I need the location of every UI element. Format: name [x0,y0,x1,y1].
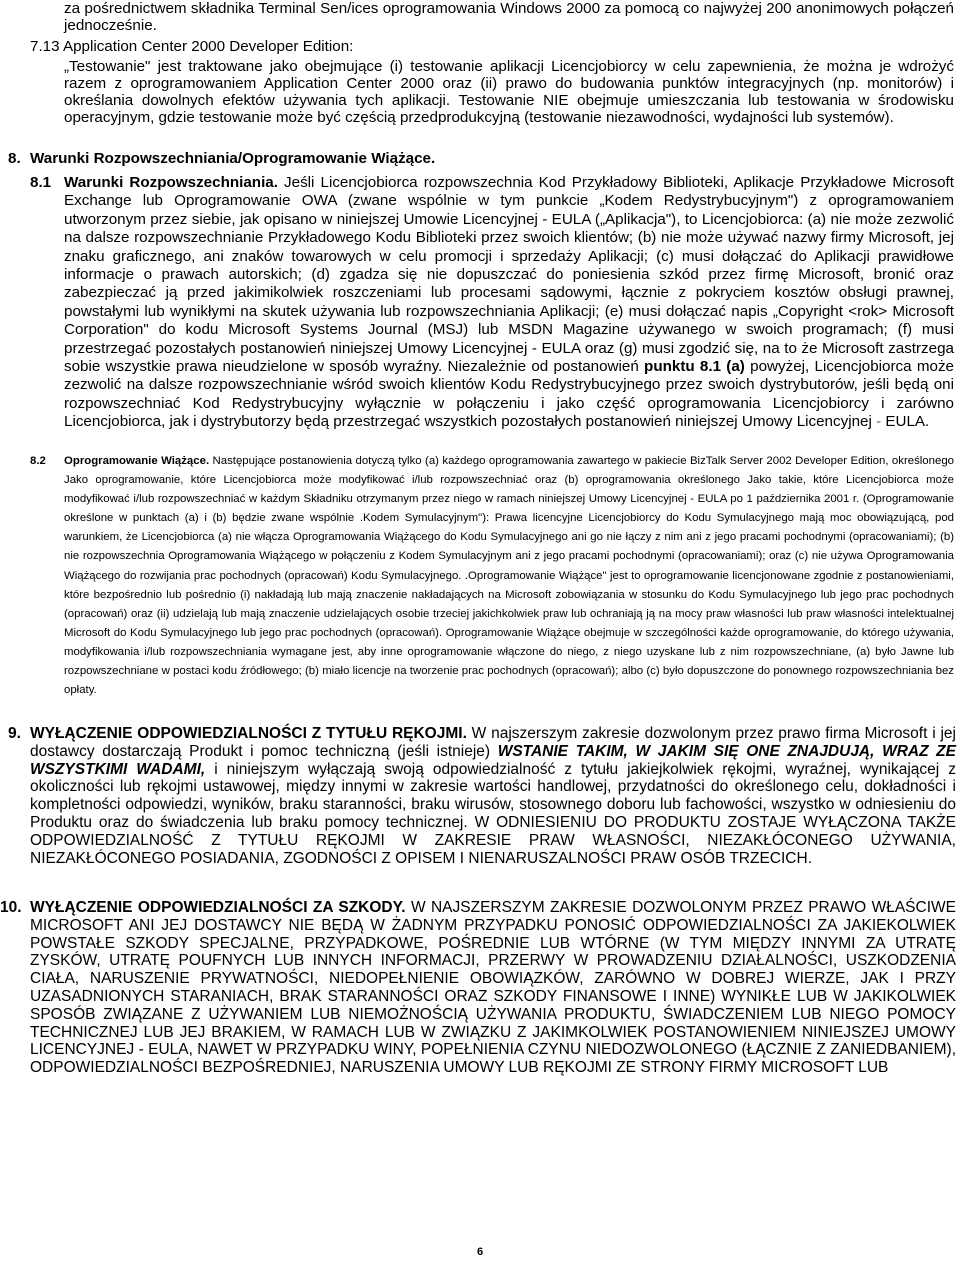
section-10-number: 10. [0,899,22,916]
section-8-heading: Warunki Rozpowszechniania/Oprogramowanie Wiążące. [30,150,436,167]
section-8-2-body: Oprogramowanie Wiążące. Następujące postanowienia dotyczą tylko (a) każdego oprogramowania zawartego w pakiecie BizTalk Server 2002 Developer Edition, określonego Jako oprogramowanie, które Licencjobiorca może modyfikować i/lub rozpowszechniać oraz (b) oprogramowania określonego Jako takie, które Licencjobiorca może modyfikować i/lub rozpowszechniać w każdym Składniku otrzymanym przez niego w ramach niniejszej Umowy Licencyjnej - EULA po 1 października 2001 r. (Oprogramowanie określone w punktach (a) i (b) będzie zwane wspólnie .Kodem Symulacyjnym"): Prawa licencyjne Licencjobiorcy do Kodu Symulacyjnego mają moc obowiązującą, pod warunkiem, że Licencjobiorca (a) nie włącza Oprogramowania Wiążącego do Kodu Symulacyjnego ani go nie łączy z nim ani z jego pracami pochodnymi (opracowaniami); (b) nie rozpowszechnia Oprogramowania Wiążącego w połączeniu z Kodem Symulacyjnym ani z jego pracami pochodnymi (opracowaniami); oraz (c) nie używa Oprogramowania Wiążącego do rozwijania prac pochodnych (opracowań) Kodu Symulacyjnego. .Oprogramowanie Wiążące" jest to oprogramowanie licencjonowane zgodnie z postanowieniami, które bezpośrednio lub pośrednio (i) nakładają lub mają znaczenie nakładających na Microsoft zobowiązania w stosunku do Kodu Symulacyjnego lub jego prac pochodnych (opracowań) oraz (ii) udzielają lub mają znaczenie udzielających osobie trzeciej jakichkolwiek praw lub ochraniają ją na mocy praw własności lub praw własności intelektualnej Microsoft do Kodu Symulacyjnego lub jego prac pochodnych (opracowań). Oprogramowanie Wiążące obejmuje w szczególności każde oprogramowanie, do którego używania, modyfikowania i/lub rozpowszechniania wymagane jest, aby inne oprogramowanie włączone do niego, z niego uzyskane lub z nim rozpowszechniane, (a) było Jawne lub rozpowszechniane w postaci kodu źródłowego; (b) miało licencje na tworzenie prac pochodnych (opracowań); albo (c) było dopuszczone do ponownego rozpowszechniania bez opłaty. [64,455,954,697]
section-9-number: 9. [8,725,21,742]
section-8-1-number: 8.1 [30,174,52,191]
continued-paragraph [64,0,954,34]
section-8-2-title: Oprogramowanie Wiążące. [64,455,210,467]
section-7-13-body: „Testowanie" jest traktowane jako obejmujące (i) testowanie aplikacji Licencjobiorcy w celu zapewnienia, że można je wdrożyć razem z oprogramowaniem Application Center 2000 oraz (ii) prawo do budowania punktów integracyjnych (np. monitorów) i określania dowolnych efektów używania tych aplikacji. Testowanie NIE obejmuje umieszczania lub testowania w środowisku operacyjnym, gdzie testowanie może być częścią przedprodukcyjną (testowanie niezawodności, wydajności lub systemów). [64,58,954,127]
section-9-body: WYŁĄCZENIE ODPOWIEDZIALNOŚCI Z TYTUŁU RĘKOJMI. W najszerszym zakresie dozwolonym przez prawo firma Microsoft i jej dostawcy dostarczają Produkt i pomoc techniczną (jeśli istnieje) WSTANIE TAKIM, W JAKIM SIĘ ONE ZNAJDUJĄ, WRAZ ZE WSZYSTKIMI WADAMI, i niniejszym wyłączają swoją odpowiedzialność z tytułu jakiejkolwiek rękojmi, wyraźnej, wynikającej z okoliczności lub rękojmi ustawowej, między innymi w zakresie wartości handlowej, przydatności do określonego celu, dokładności i kompletności odpowiedzi, wyników, braku staranności, braku wirusów, stosownego doboru lub fachowości, wszystko w odniesieniu do Produktu oraz do świadczenia lub braku pomocy technicznej. W ODNIESIENIU DO PRODUKTU ZOSTAJE WYŁĄCZONA TAKŻE ODPOWIEDZIALNOŚĆ Z TYTUŁU RĘKOJMI W ZAKRESIE PRAW WŁASNOŚCI, NIEZAKŁÓCONEGO UŻYWANIA, NIEZAKŁÓCONEGO POSIADANIA, ZGODNOŚCI Z OPISEM I NIENARUSZALNOŚCI PRAW OSÓB TRZECICH. [30,725,956,867]
section-10-title: WYŁĄCZENIE ODPOWIEDZIALNOŚCI ZA SZKODY. [30,899,406,916]
section-9-title: WYŁĄCZENIE ODPOWIEDZIALNOŚCI Z TYTUŁU RĘKOJMI. [30,725,467,742]
section-8-number: 8. [8,150,21,167]
section-8-1-title: Warunki Rozpowszechniania. [64,174,278,191]
green-dash: - [876,413,882,431]
section-8-2-number: 8.2 [30,455,46,467]
section-10-body: WYŁĄCZENIE ODPOWIEDZIALNOŚCI ZA SZKODY. W NAJSZERSZYM ZAKRESIE DOZWOLONYM PRZEZ PRAWO WŁAŚCIWE MICROSOFT ANI JEJ DOSTAWCY NIE BĘDĄ W ŻADNYM PRZYPADKU PONOSIĆ ODPOWIEDZIALNOŚCI ZA JAKIEKOLWIEK POWSTAŁE SZKODY SPECJALNE, PRZYPADKOWE, POŚREDNIE LUB WTÓRNE (W TYM MIĘDZY INNYMI ZA UTRATĘ ZYSKÓW, UTRATĘ POUFNYCH LUB INNYCH INFORMACJI, PRZERWY W PROWADZENIU DZIAŁALNOŚCI, USZKODZENIA CIAŁA, NARUSZENIE PRYWATNOŚCI, NIEDOPEŁNIENIE OBOWIĄZKÓW, ZARÓWNO W DOBREJ WIERZE, JAK I PRZY UZASADNIONYCH STARANIACH, BRAK STARANNOŚCI ORAZ SZKODY FINANSOWE I INNE) WYNIKŁE LUB W JAKIKOLWIEK SPOSÓB ZWIĄZANE Z UŻYWANIEM LUB NIEMOŻNOŚCIĄ UŻYWANIA PRODUKTU, ŚWIADCZENIEM LUB NIEGO POMOCY TECHNICZNEJ LUB JEJ BRAKIEM, W RAMACH LUB W ZWIĄZKU Z JAKIMKOLWIEK POSTANOWIENIEM NINIEJSZEJ UMOWY LICENCYJNEJ - EULA, NAWET W PRZYPADKU WINY, POPEŁNIENIA CZYNU NIEDOZWOLONEGO (ŁĄCZNIE Z ZANIEDBANIEM), ODPOWIEDZIALNOŚCI BEZPOŚREDNIEJ, NARUSZENIA UMOWY LUB RĘKOJMI ZE STRONY FIRMY MICROSOFT LUB [30,899,956,1077]
section-9-emphasis: WSTANIE TAKIM, W JAKIM SIĘ ONE ZNAJDUJĄ, WRAZ ZE WSZYSTKIMI WADAMI, [30,742,956,778]
section-8-1-body: Warunki Rozpowszechniania. Jeśli Licencjobiorca rozpowszechnia Kod Przykładowy Biblioteki, Aplikacje Przykładowe Microsoft Exchange lub Oprogramowanie OWA (zwane wspólnie w tym punkcie „Kodem Redystrybucyjnym") z oprogramowaniem utworzonym przez siebie, jak opisano w niniejszej Umowie Licencyjnej - EULA („Aplikacja"), to Licencjobiorca: (a) nie może zezwolić na dalsze rozpowszechnianie Przykładowego Kodu Biblioteki przez swoich klientów; (b) nie może używać nazwy firmy Microsoft, jej znaku graficznego, ani znaków towarowych w celu promocji i sprzedaży Aplikacji; (c) musi dołączać do Aplikacji prawidłowe informacje o prawach autorskich; (d) zgadza się nie dopuszczać do poniesienia szkód przez firmę Microsoft, bronić oraz zabezpieczać ją przed jakimikolwiek roszczeniami lub procesami sądowymi, łącznie z pokryciem kosztów obsługi prawnej, powstałymi lub wynikłymi na skutek używania lub rozpowszechniania Aplikacji; (e) musi dołączać napis „Copyright <rok> Microsoft Corporation" do kodu Microsoft Systems Journal (MSJ) lub MSDN Magazine używanego w swoich programach; (f) musi przestrzegać pozostałych postanowień niniejszej Umowy Licencyjnej - EULA oraz (g) musi zgodzić się, na to że Microsoft zastrzega sobie wszystkie prawa nieudzielone w sposób wyraźny. Niezależnie od postanowień punktu 8.1 (a) powyżej, Licencjobiorca może zezwolić na dalsze rozpowszechnianie wśród swoich klientów Kodu Redystrybucyjnego przez swoich dystrybutorów, jeśli będą oni rozpowszechniać Kod Redystrybucyjny wyłącznie w połączeniu i jako część oprogramowania Licencjobiorcy i zarówno Licencjobiorca, jak i dystrybutorzy będą przestrzegać wszystkich pozostałych postanowień niniejszej Umowy Licencyjnej - EULA. [64,174,954,431]
section-8-1-ref: punktu 8.1 (a) [644,358,745,376]
continued-text: za pośrednictwem składnika Terminal Sen/ices oprogramowania Windows 2000 za pomocą co najwyżej 200 anonimowych połączeń jednocześnie. [64,0,954,35]
page-number: 6 [476,1246,484,1258]
section-7-13-heading: 7.13 Application Center 2000 Developer Edition: [30,38,354,55]
